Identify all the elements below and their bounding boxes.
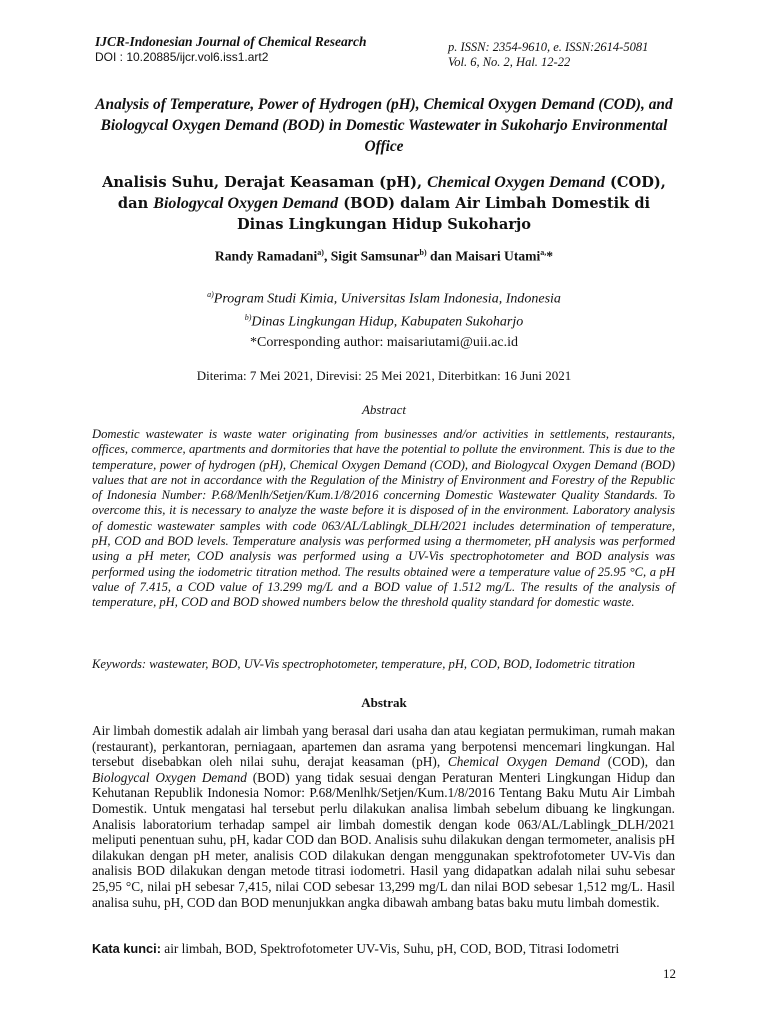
author-affil-mark: b) xyxy=(419,248,427,257)
author-name: , Sigit Samsunar xyxy=(323,248,420,264)
issn: p. ISSN: 2354-9610, e. ISSN:2614-5081 xyxy=(448,40,649,54)
abstract-indonesian xyxy=(92,723,675,910)
journal-name: IJCR-Indonesian Journal of Chemical Research xyxy=(95,34,367,49)
corresponding-star: * xyxy=(546,248,554,264)
affil-mark: a) xyxy=(207,290,214,299)
abstrak-italic: Biologycal Oxygen Demand xyxy=(92,769,247,785)
keywords-indonesian xyxy=(92,941,675,957)
author-list xyxy=(95,248,673,265)
affiliation-b xyxy=(95,309,673,332)
author-name: dan Maisari Utami xyxy=(426,248,541,264)
abstrak-part: (BOD) yang tidak sesuai dengan Peraturan Menteri Lingkungan Hidup dan Kehutanan Republik Indonesia Nomor: P.68/Menlhk/Setjen/Kum.1/8/2016 Tentang Baku Mutu Air Limbah Domestik. Untuk mengatasi hal tersebut perlu dilakukan analisa limbah sebelum dibuang ke lingkungan. Analisis laboratorium terhadap sampel air limbah domestik dengan kode 063/AL/Lablingk_DLH/2021 meliputi penentuan suhu, pH, kadar COD dan BOD. Analisis suhu dilakukan dengan termometer, analisis pH dilakukan dengan pH meter, analisis COD dilakukan dengan menggunakan spektrofotometer UV-Vis dan analisis BOD dilakukan dengan metode titrasi iodometri. Hasil yang didapatkan adalah nilai suhu sebesar 25,95 °C, nilai pH sebesar 7,415, nilai COD sebesar 13,299 mg/L dan nilai BOD sebesar 1,512 mg/L. Hasil analisa suhu, pH, COD dan BOD menunjukkan angka dibawah ambang batas baku mutu limbah domestik. xyxy=(92,769,675,910)
submission-dates: Diterima: 7 Mei 2021, Direvisi: 25 Mei 2021, Diterbitkan: 16 Juni 2021 xyxy=(196,368,572,383)
keywords-text: air limbah, BOD, Spektrofotometer UV-Vis, Suhu, pH, COD, BOD, Titrasi Iodometri xyxy=(160,941,620,956)
page-number: 12 xyxy=(663,966,676,981)
title-id-part: (COD), dan xyxy=(117,174,666,212)
abstract-english: Domestic wastewater is waste water originating from businesses and/or activities in settlements, restaurants, offices, commerce, apartments and dormitories that have the potential to pollute the environment. This is due to the temperature, power of hydrogen (pH), Chemical Oxygen Demand (COD), and Biologycal Oxygen Demand (BOD) values that are not in accordance with the Regulation of the Ministry of Environment and Forestry of the Republic of Indonesia Number: P.68/Menlh/Setjen/Kum.1/8/2016 concerning Domestic Wastewater Quality Standards. To overcome this, it is necessary to analyze the waste before it is disposed of in the environment. Laboratory analysis of domestic wastewater samples with code 063/AL/Lablingk_DLH/2021 includes determination of temperature, pH, COD and BOD levels. Temperature analysis was performed using a thermometer, pH analysis was performed using a pH meter, COD analysis was performed using a UV-Vis spectrophotometer and BOD analysis was performed using the iodometric titration method. The results obtained were a temperature value of 25.95 °C, a pH value of 7.415, a COD value of 13.299 mg/L and a BOD value of 1.512 mg/L. The results of the analysis of temperature, pH, COD and BOD showed numbers below the threshold quality standard for domestic waste. xyxy=(92,427,675,610)
volume-info: Vol. 6, No. 2, Hal. 12-22 xyxy=(448,55,571,69)
author-affil-mark: a) xyxy=(317,248,324,257)
title-id-italic: Chemical Oxygen Demand xyxy=(427,174,605,191)
title-id-part: (BOD) dalam Air Limbah Domestik di Dinas Lingkungan Hidup Sukoharjo xyxy=(236,195,651,233)
affil-text: Program Studi Kimia, Universitas Islam Indonesia, Indonesia xyxy=(213,291,561,307)
doi[interactable]: DOI : 10.20885/ijcr.vol6.iss1.art2 xyxy=(95,50,269,64)
issn-volume xyxy=(448,40,648,70)
affiliation-a xyxy=(95,286,673,309)
author-name: Randy Ramadani xyxy=(214,248,318,264)
keywords-english: Keywords: wastewater, BOD, UV-Vis spectrophotometer, temperature, pH, COD, BOD, Iodometric titration xyxy=(92,657,635,671)
abstrak-part: (COD), dan xyxy=(600,754,675,770)
corresponding-author: *Corresponding author: maisariutami@uii.ac.id xyxy=(250,335,518,350)
abstrak-heading: Abstrak xyxy=(361,695,407,710)
title-id-part: Analisis Suhu, Derajat Keasaman (pH), xyxy=(102,174,428,191)
title-id-italic: Biologycal Oxygen Demand xyxy=(153,195,339,212)
keywords-label: Kata kunci: xyxy=(92,941,161,956)
abstract-heading: Abstract xyxy=(361,402,407,417)
affil-text: Dinas Lingkungan Hidup, Kabupaten Sukoharjo xyxy=(251,314,524,330)
abstrak-italic: Chemical Oxygen Demand xyxy=(447,754,601,770)
title-english: Analysis of Temperature, Power of Hydrogen (pH), Chemical Oxygen Demand (COD), and Biologycal Oxygen Demand (BOD) in Domestic Wastewater in Sukoharjo Environmental Office xyxy=(95,96,673,155)
journal-header xyxy=(95,33,367,65)
affiliations xyxy=(95,286,673,331)
affil-mark: b) xyxy=(244,312,252,322)
title-indonesian xyxy=(95,172,673,235)
author-affil-mark: a, xyxy=(540,248,547,257)
abstrak-part: Air limbah domestik adalah air limbah yang berasal dari usaha dan atau kegiatan permukiman, rumah makan (restaurant), perkantoran, perniagaan, apartemen dan asrama yang berpotensi mencemari lingkungan. Hal tersebut disebabkan oleh nilai suhu, derajat keasaman (pH), xyxy=(92,723,675,770)
